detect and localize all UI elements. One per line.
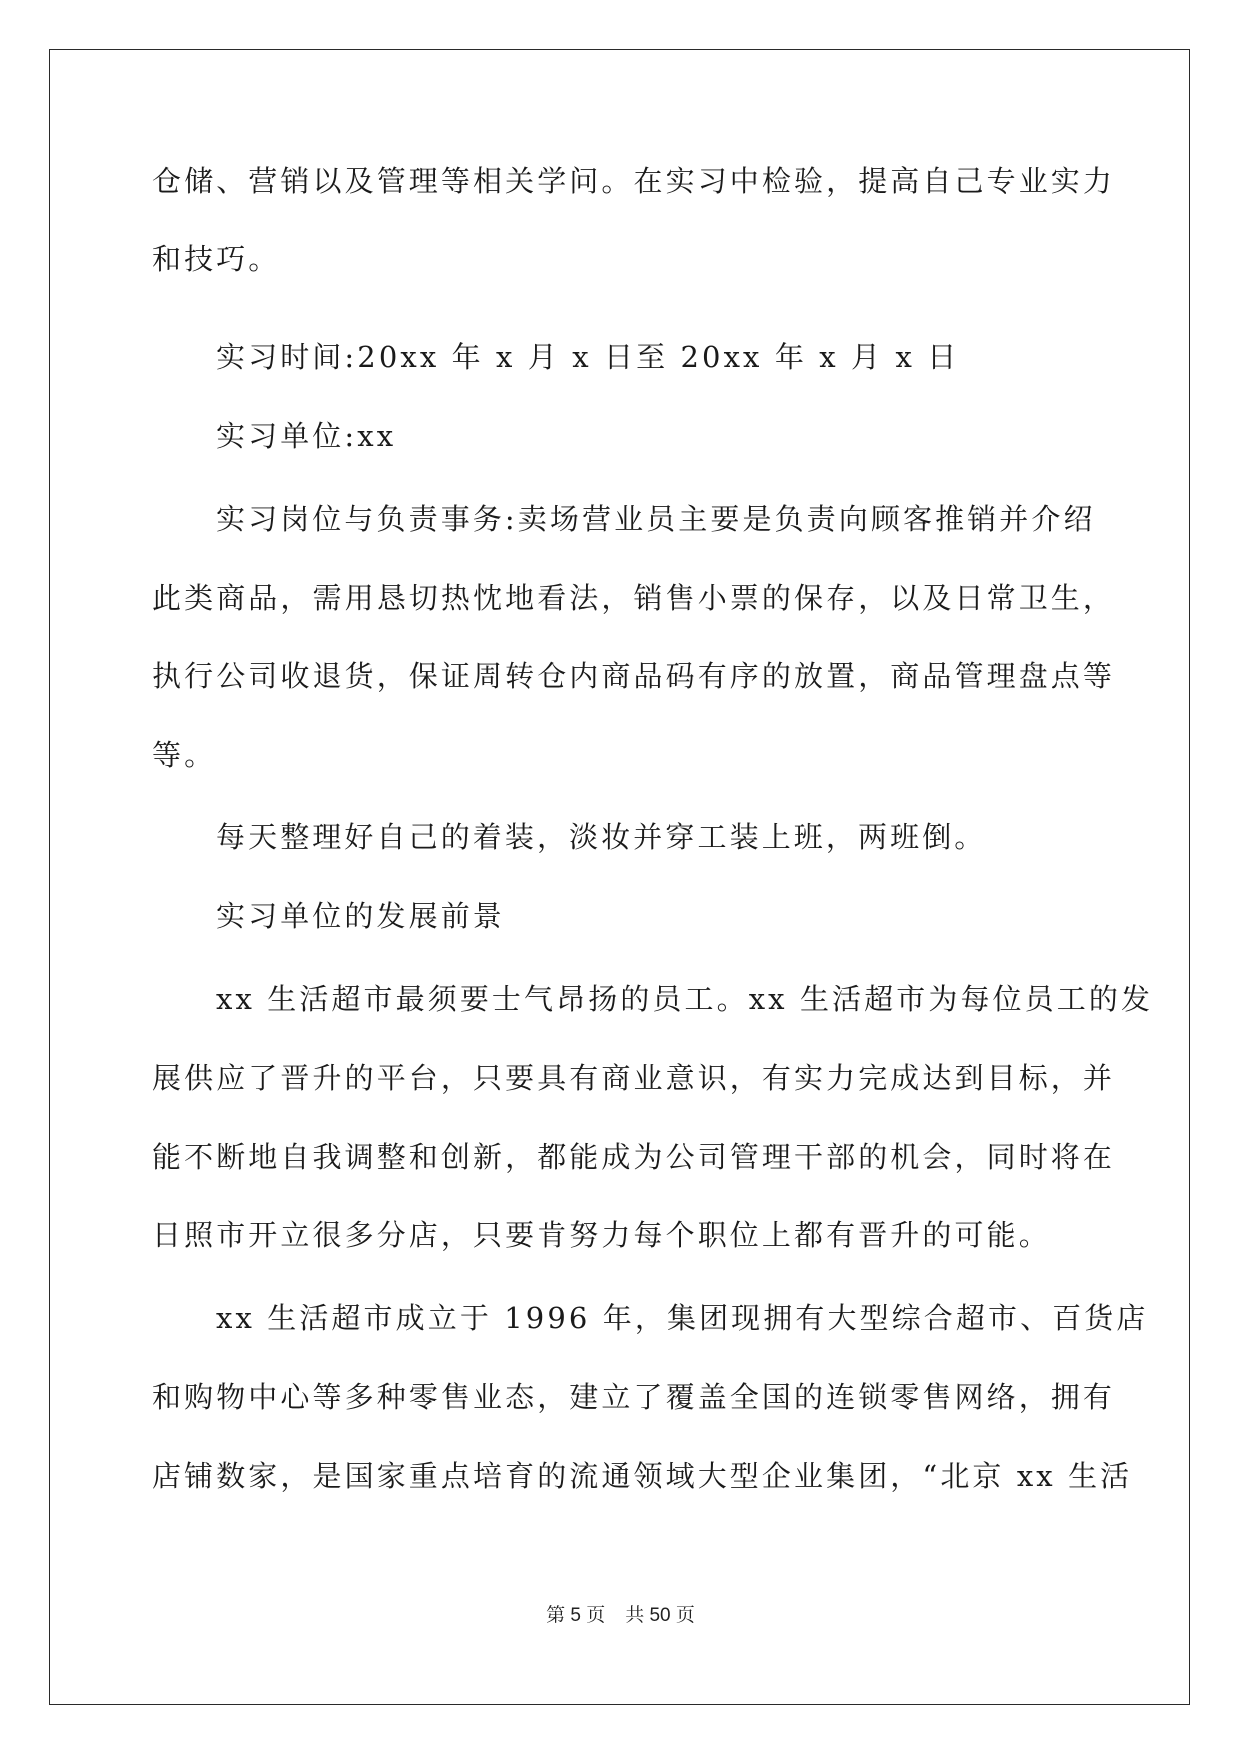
text-line: 执行公司收退货，保证周转仓内商品码有序的放置，商品管理盘点等 (152, 659, 1116, 693)
text-line: 此类商品，需用恳切热忱地看法，销售小票的保存，以及日常卫生， (152, 581, 1116, 615)
text-line: 等。 (152, 738, 217, 772)
text-line: 实习单位:xx (216, 419, 397, 453)
text-line: 店铺数家，是国家重点培育的流通领域大型企业集团，“北京 xx 生活 (152, 1459, 1133, 1493)
text-line: 日照市开立很多分店，只要肯努力每个职位上都有晋升的可能。 (152, 1218, 1051, 1252)
text-line: xx 生活超市最须要士气昂扬的员工。xx 生活超市为每位员工的发 (216, 982, 1154, 1016)
text-line: 仓储、营销以及管理等相关学问。在实习中检验，提高自己专业实力 (152, 164, 1116, 198)
text-line: 和技巧。 (152, 242, 281, 276)
page-number: 第 5 页 (546, 1605, 606, 1626)
page-border (49, 49, 1190, 1705)
text-line: 实习单位的发展前景 (216, 899, 505, 933)
text-line: 实习时间:20xx 年 x 月 x 日至 20xx 年 x 月 x 日 (216, 340, 960, 374)
text-line: 和购物中心等多种零售业态，建立了覆盖全国的连锁零售网络，拥有 (152, 1380, 1116, 1414)
text-line: 实习岗位与负责事务:卖场营业员主要是负责向顾客推销并介绍 (216, 502, 1096, 536)
text-line: 能不断地自我调整和创新，都能成为公司管理干部的机会，同时将在 (152, 1140, 1116, 1174)
page-footer (0, 1600, 1241, 1627)
text-line: 展供应了晋升的平台，只要具有商业意识，有实力完成达到目标，并 (152, 1061, 1116, 1095)
text-line: xx 生活超市成立于 1996 年，集团现拥有大型综合超市、百货店 (216, 1301, 1149, 1335)
page-total: 共 50 页 (625, 1605, 695, 1626)
text-line: 每天整理好自己的着装，淡妆并穿工装上班，两班倒。 (216, 820, 987, 854)
